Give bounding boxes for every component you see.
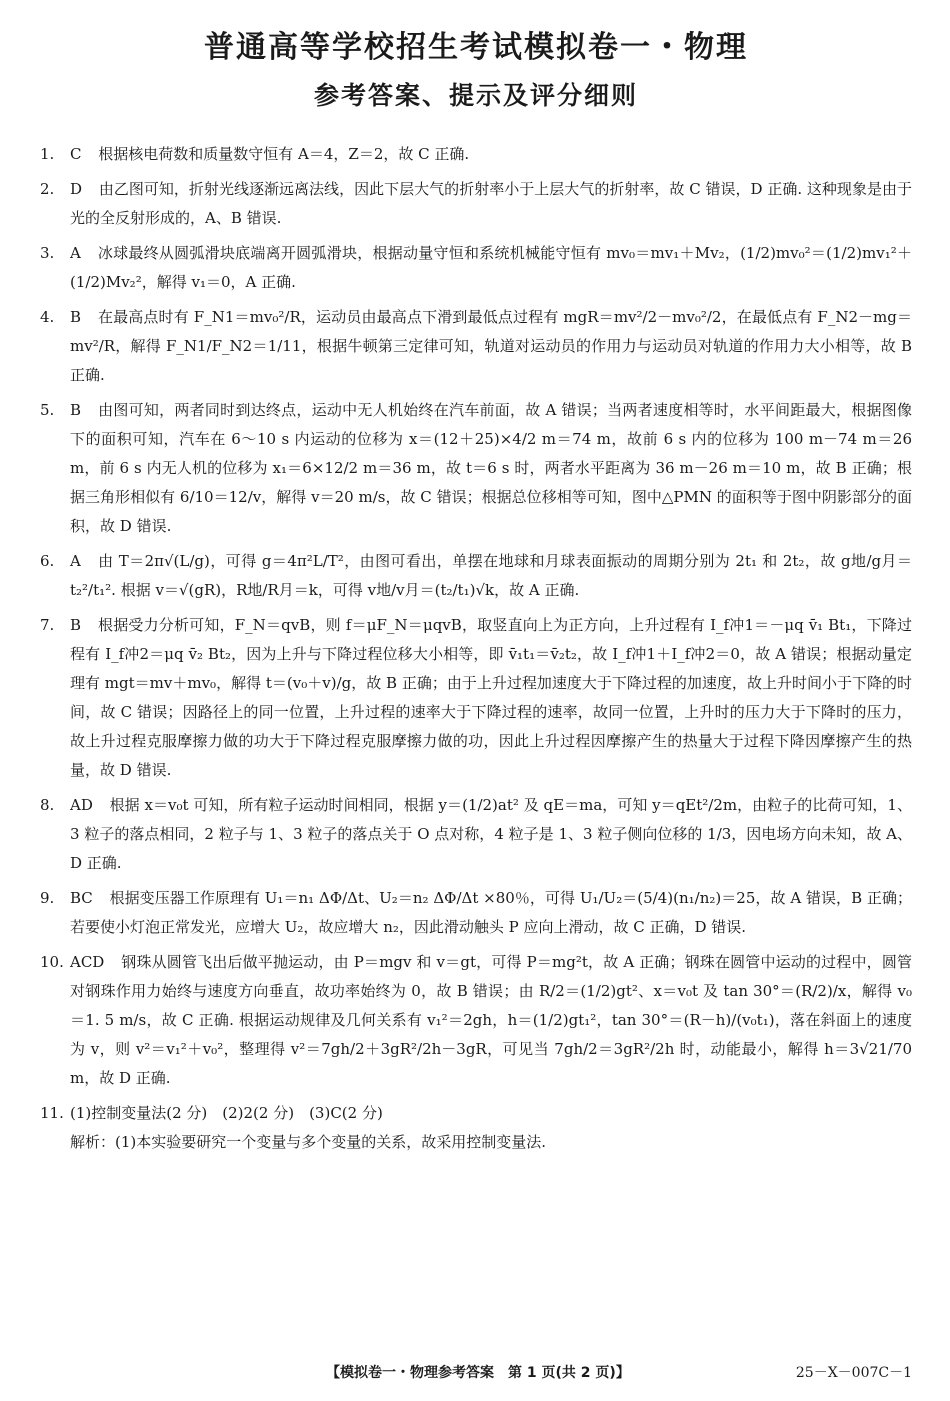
answer-item-4 <box>40 303 912 390</box>
answer-explanation: 根据 x＝v₀t 可知，所有粒子运动时间相同，根据 y＝(1/2)at² 及 qE＝ma，可知 y＝qEt²/2m，由粒子的比荷可知，1、3 粒子的落点相同，2 粒子与 1、3 粒子的落点关于 O 点对称，4 粒子是 1、3 粒子侧向位移的 1/3，因电场方向未知，故 A、D 正确. <box>70 796 912 872</box>
answer-item-11 <box>40 1099 912 1157</box>
answer-number: 8. <box>40 796 55 814</box>
answer-number: 5. <box>40 401 55 419</box>
answer-key: B <box>70 308 82 326</box>
answer-explanation: 根据变压器工作原理有 U₁＝n₁ ΔΦ/Δt、U₂＝n₂ ΔΦ/Δt ×80％，可得 U₁/U₂＝(5/4)(n₁/n₂)＝25，故 A 错误，B 正确；若要使小灯泡正常发光，应增大 U₂，故应增大 n₂，因此滑动触头 P 应向上滑动，故 C 正确，D 错误. <box>70 889 912 936</box>
answer-item-3 <box>40 239 912 297</box>
page-footer <box>40 1362 912 1382</box>
answer-explanation: 由乙图可知，折射光线逐渐远离法线，因此下层大气的折射率小于上层大气的折射率，故 C 错误，D 正确. 这种现象是由于光的全反射形成的，A、B 错误. <box>70 180 912 227</box>
answer-item-9 <box>40 884 912 942</box>
answer-number: 10. <box>40 953 64 971</box>
answer-list <box>40 140 912 1157</box>
answer-item-8 <box>40 791 912 878</box>
answer-key: (1)控制变量法(2 分) (2)2(2 分) (3)C(2 分) <box>70 1104 383 1122</box>
answer-key: C <box>70 145 82 163</box>
answer-item-10 <box>40 948 912 1093</box>
answer-item-1 <box>40 140 912 169</box>
answer-number: 1. <box>40 145 55 163</box>
answer-explanation: 根据受力分析可知，F_N＝qvB，则 f＝μF_N＝μqvB，取竖直向上为正方向，上升过程有 I_f冲1＝－μq v̄₁ Bt₁，下降过程有 I_f冲2＝μq v̄₂ Bt₂，因为上升与下降过程位移大小相等，即 v̄₁t₁＝v̄₂t₂，故 I_f冲1＋I_f冲2＝0，故 A 错误；根据动量定理有 mgt＝mv＋mv₀，解得 t＝(v₀＋v)/g，故 B 正确；由于上升过程加速度大于下降过程的加速度，故上升时间小于下降的时间，故 C 错误；因路径上的同一位置，上升过程的速率大于下降过程的速率，故同一位置，上升时的压力大于下降时的压力，故上升过程克服摩擦力做的功大于下降过程克服摩擦力做的功，因此上升过程因摩擦产生的热量大于过程下降因摩擦产生的热量，故 D 错误. <box>70 616 912 779</box>
answer-explanation: 由 T＝2π√(L/g)，可得 g＝4π²L/T²，由图可看出，单摆在地球和月球表面振动的周期分别为 2t₁ 和 2t₂，故 g地/g月＝t₂²/t₁². 根据 v＝√(gR)，R地/R月＝k，可得 v地/v月＝(t₂/t₁)√k，故 A 正确. <box>70 552 912 599</box>
answer-explanation: 由图可知，两者同时到达终点，运动中无人机始终在汽车前面，故 A 错误；当两者速度相等时，水平间距最大，根据图像下的面积可知，汽车在 6～10 s 内运动的位移为 x＝(12＋25)×4/2 m＝74 m，故前 6 s 内的位移为 100 m－74 m＝26 m，前 6 s 内无人机的位移为 x₁＝6×12/2 m＝36 m，故 t＝6 s 时，两者水平距离为 36 m－26 m＝10 m，故 B 正确；根据三角形相似有 6/10＝12/v，解得 v＝20 m/s，故 C 错误；根据总位移相等可知，图中△PMN 的面积等于图中阴影部分的面积，故 D 错误. <box>70 401 912 535</box>
answer-item-5 <box>40 396 912 541</box>
answer-number: 9. <box>40 889 55 907</box>
footer-paper-code: 25－X－007C－1 <box>795 1365 912 1381</box>
answer-explanation: 根据核电荷数和质量数守恒有 A＝4，Z＝2，故 C 正确. <box>98 145 470 163</box>
answer-number: 11. <box>40 1104 64 1122</box>
answer-key: B <box>70 401 82 419</box>
answer-key: AD <box>70 796 93 814</box>
answer-explanation: 钢珠从圆管飞出后做平抛运动，由 P＝mgv 和 v＝gt，可得 P＝mg²t，故 A 正确；钢珠在圆管中运动的过程中，圆管对钢珠作用力始终与速度方向垂直，故功率始终为 0，故 B 错误；由 R/2＝(1/2)gt²、x＝v₀t 及 tan 30°＝(R/2)/x，解得 v₀＝1. 5 m/s，故 C 正确. 根据运动规律及几何关系有 v₁²＝2gh，h＝(1/2)gt₁²，tan 30°＝(R－h)/(v₀t₁)，落在斜面上的速度为 v，则 v²＝v₁²＋v₀²，整理得 v²＝7gh/2＋3gR²/2h－3gR，可见当 7gh/2＝3gR²/2h 时，动能最小，解得 h＝3√21/70 m，故 D 正确. <box>70 953 912 1087</box>
answer-key: B <box>70 616 82 634</box>
answer-number: 7. <box>40 616 55 634</box>
answer-analysis: 解析：(1)本实验要研究一个变量与多个变量的关系，故采用控制变量法. <box>70 1133 547 1151</box>
answer-explanation: 冰球最终从圆弧滑块底端离开圆弧滑块，根据动量守恒和系统机械能守恒有 mv₀＝mv₁＋Mv₂，(1/2)mv₀²＝(1/2)mv₁²＋(1/2)Mv₂²，解得 v₁＝0，A 正确. <box>70 244 912 291</box>
answer-key: A <box>70 244 81 262</box>
answer-number: 6. <box>40 552 55 570</box>
page-title: 普通高等学校招生考试模拟卷一・物理 <box>204 30 748 65</box>
answer-key: D <box>70 180 83 198</box>
answer-key: A <box>70 552 81 570</box>
answer-number: 2. <box>40 180 55 198</box>
footer-page-info: 【模拟卷一・物理参考答案 第 1 页(共 2 页)】 <box>326 1365 630 1381</box>
answer-explanation: 在最高点时有 F_N1＝mv₀²/R，运动员由最高点下滑到最低点过程有 mgR＝mv²/2－mv₀²/2，在最低点有 F_N2－mg＝mv²/R，解得 F_N1/F_N2＝1/11，根据牛顿第三定律可知，轨道对运动员的作用力与运动员对轨道的作用力大小相等，故 B 正确. <box>70 308 912 384</box>
answer-key: ACD <box>70 953 105 971</box>
answer-number: 4. <box>40 308 55 326</box>
answer-sheet-page <box>0 22 950 1401</box>
answer-key: BC <box>70 889 93 907</box>
answer-item-6 <box>40 547 912 605</box>
answer-item-2 <box>40 175 912 233</box>
answer-item-7 <box>40 611 912 785</box>
answer-number: 3. <box>40 244 55 262</box>
page-subtitle: 参考答案、提示及评分细则 <box>313 81 638 110</box>
